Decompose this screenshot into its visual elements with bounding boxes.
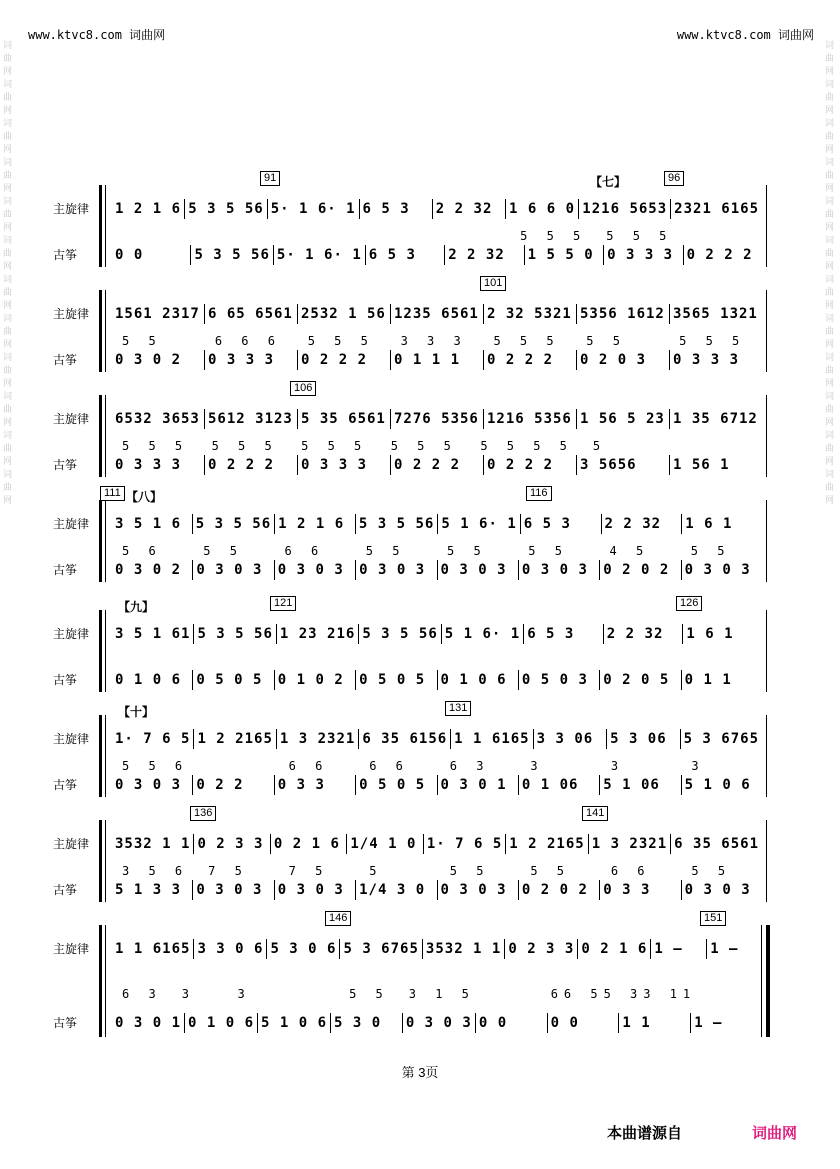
measure: 0 1 0 6 [438, 670, 519, 690]
measure: 1561 2317 [112, 304, 205, 324]
upper-note-group [192, 229, 272, 243]
upper-note-group [437, 654, 518, 668]
upper-note-group: 5 5 [365, 544, 406, 558]
upper-note-group [356, 654, 437, 668]
measure: 5 3 5 56 [191, 245, 273, 265]
measure: 1/4 3 0 [356, 880, 437, 900]
guzheng-staff [50, 670, 770, 690]
measure: 0 5 0 5 [193, 670, 274, 690]
upper-note-group: 3 5 6 [122, 864, 189, 878]
measure: 5 3 06 [607, 729, 680, 749]
section-marker: 【七】 [590, 175, 627, 189]
measure-number: 116 [526, 486, 552, 501]
measure: 0 0 [476, 1013, 548, 1033]
guzheng-label: 古筝 [53, 353, 78, 367]
measure: 0 3 0 3 [438, 880, 519, 900]
measure: 1 1 6165 [112, 939, 194, 959]
upper-note-group: 5 5 [530, 864, 570, 878]
section-marker: 【九】 [118, 600, 155, 614]
upper-note-group: 3 [610, 759, 625, 773]
measure: 0 2 2 [193, 775, 274, 795]
melody-staff [50, 304, 770, 324]
measure: 1 23 216 [277, 624, 359, 644]
measure: 0 2 2 2 [391, 455, 484, 475]
guzheng-upper-notes [112, 987, 762, 1001]
measure: 0 2 2 2 [205, 455, 298, 475]
measure: 0 3 0 3 [684, 882, 751, 898]
measure: 1 6 1 [686, 626, 734, 642]
measure: 0 2 2 2 [484, 455, 577, 475]
measure-number: 126 [676, 596, 702, 611]
measure: 0 1 0 6 [112, 670, 193, 690]
measure: 6 5 3 [360, 199, 433, 219]
section-marker: 【八】 [126, 490, 163, 504]
guzheng-upper-notes [112, 759, 762, 773]
measure: 3 3 06 [534, 729, 607, 749]
upper-note-group: 5 5 [586, 334, 626, 348]
upper-note-group: 6 6 6 [214, 334, 281, 348]
measure: 1 3 2321 [277, 729, 359, 749]
melody-notes [112, 409, 762, 429]
upper-note-group [193, 654, 274, 668]
measure: 1 – [694, 1015, 723, 1031]
measure: 0 1 0 6 [185, 1013, 258, 1033]
upper-note-group: 6 3 [122, 987, 162, 1001]
measure: 0 2 2 2 [484, 350, 577, 370]
measure: 0 3 3 3 [112, 455, 205, 475]
measure: 6532 3653 [112, 409, 205, 429]
measure: 0 3 3 3 [673, 352, 740, 368]
measure: 6 5 3 [521, 514, 602, 534]
measure: 0 3 0 3 [275, 560, 356, 580]
measure: 5 3 5 56 [194, 624, 276, 644]
measure-number: 101 [480, 276, 506, 291]
measure: 0 1 0 2 [275, 670, 356, 690]
measure: 2 2 32 [445, 245, 524, 265]
measure: 2 2 32 [602, 514, 683, 534]
upper-note-group [112, 654, 193, 668]
upper-note-group: 6 6 [610, 864, 651, 878]
measure: 0 2 1 6 [271, 834, 347, 854]
measure: 6 5 3 [366, 245, 445, 265]
measure: 0 3 0 3 [275, 880, 356, 900]
measure: 0 2 3 3 [194, 834, 270, 854]
score-system [50, 912, 770, 1037]
melody-label: 主旋律 [53, 732, 90, 746]
measure: 1 35 6712 [673, 411, 758, 427]
measure: 1 – [651, 939, 707, 959]
measure: 0 5 0 3 [519, 670, 600, 690]
guzheng-upper-notes [112, 544, 762, 558]
melody-staff [50, 199, 770, 219]
measure: 0 2 1 6 [578, 939, 651, 959]
upper-note-group: 3 [691, 759, 705, 773]
measure: 0 0 [112, 245, 191, 265]
melody-label: 主旋律 [53, 942, 90, 956]
measure: 1 2 2165 [506, 834, 588, 854]
measure: 1 1 6165 [451, 729, 533, 749]
measure: 0 5 0 5 [356, 775, 437, 795]
melody-label: 主旋律 [53, 627, 90, 641]
measure: 1 3 2321 [589, 834, 671, 854]
upper-note-group: 5 5 5 [301, 439, 368, 453]
measure: 5 3 5 56 [185, 199, 267, 219]
measure: 5 3 0 6 [267, 939, 340, 959]
upper-note-group: 5 5 [447, 544, 487, 558]
measure: 1216 5653 [579, 199, 671, 219]
upper-note-group [431, 229, 511, 243]
guzheng-notes [112, 350, 762, 370]
score-system [50, 702, 770, 797]
measure: 1 2 2165 [194, 729, 276, 749]
measure: 5 3 5 56 [193, 514, 275, 534]
melody-label: 主旋律 [53, 307, 90, 321]
measure: 0 3 0 3 [356, 560, 437, 580]
measure: 2 32 5321 [484, 304, 577, 324]
upper-note-group: 5 5 [528, 544, 568, 558]
measure: 2321 6165 [674, 201, 760, 217]
measure: 1/4 1 0 [347, 834, 423, 854]
measure: 5 3 6765 [683, 731, 760, 747]
upper-note-group [198, 759, 279, 773]
guzheng-label: 古筝 [53, 248, 78, 262]
measure: 0 2 2 2 [686, 247, 753, 263]
upper-note-group [682, 229, 762, 243]
measure-number: 96 [664, 171, 684, 186]
measure: 0 1 1 1 [391, 350, 484, 370]
measure: 3532 1 1 [423, 939, 505, 959]
measure: 2 2 32 [433, 199, 506, 219]
guzheng-upper-notes [112, 654, 762, 668]
guzheng-label: 古筝 [53, 563, 78, 577]
measure: 5 1 06 [600, 775, 681, 795]
guzheng-upper-notes [112, 334, 762, 348]
upper-note-group: 6 6 [284, 544, 325, 558]
guzheng-label: 古筝 [53, 778, 78, 792]
measure: 1· 7 6 5 [424, 834, 506, 854]
measure: 6 35 6561 [674, 836, 760, 852]
melody-notes [112, 514, 762, 534]
upper-note-group [706, 987, 762, 1001]
measure-number: 151 [700, 911, 726, 926]
measure: 0 2 0 5 [600, 670, 681, 690]
upper-note-group: 3 [181, 987, 195, 1001]
upper-note-group: 7 5 [288, 864, 329, 878]
measure-number: 141 [582, 806, 608, 821]
upper-note-group [275, 654, 356, 668]
melody-notes [112, 199, 762, 219]
measure: 0 2 0 3 [577, 350, 670, 370]
upper-note-group [518, 654, 599, 668]
measure-number: 106 [290, 381, 316, 396]
measure: 1 2 1 6 [112, 199, 185, 219]
guzheng-upper-notes [112, 864, 762, 878]
melody-staff [50, 409, 770, 429]
upper-note-group: 5 5 [690, 544, 731, 558]
measure: 6 35 6156 [359, 729, 451, 749]
melody-notes [112, 304, 762, 324]
measure: 0 3 0 1 [438, 775, 519, 795]
measure: 0 5 0 5 [356, 670, 437, 690]
score-system [50, 597, 770, 692]
measure: 0 3 0 2 [112, 560, 193, 580]
guzheng-notes [112, 1013, 762, 1033]
upper-note-group [271, 229, 351, 243]
upper-note-group [112, 229, 192, 243]
guzheng-staff [50, 245, 770, 265]
upper-note-group: 3 3 3 [400, 334, 467, 348]
measure: 0 2 0 2 [519, 880, 600, 900]
measure: 0 3 0 3 [438, 560, 519, 580]
measure: 0 3 3 3 [205, 350, 298, 370]
upper-note-group: 5 5 [449, 864, 490, 878]
upper-note-group [283, 987, 339, 1001]
measure: 5 35 6561 [298, 409, 391, 429]
measure: 1 – [710, 941, 739, 957]
guzheng-upper-notes [112, 439, 762, 453]
upper-note-group [672, 439, 762, 453]
measure: 1· 7 6 5 [112, 729, 194, 749]
measure: 5 1 3 3 [112, 880, 193, 900]
measure: 5· 1 6· 1 [268, 199, 360, 219]
measure: 0 3 0 3 [684, 562, 751, 578]
upper-note-group: 5 [369, 864, 383, 878]
measure: 0 3 0 3 [519, 560, 600, 580]
guzheng-label: 古筝 [53, 883, 78, 897]
measure-number: 131 [445, 701, 471, 716]
measure: 3 5 1 61 [112, 624, 194, 644]
upper-note-group: 6 3 [449, 759, 490, 773]
measure: 0 3 0 2 [112, 350, 205, 370]
melody-staff [50, 514, 770, 534]
guzheng-staff [50, 560, 770, 580]
measure: 0 3 3 [600, 880, 681, 900]
upper-note-group: 5 5 5 [606, 229, 673, 243]
score-system [50, 487, 770, 582]
melody-notes [112, 729, 762, 749]
measure: 1 2 1 6 [275, 514, 356, 534]
measure: 1216 5356 [484, 409, 577, 429]
upper-note-group: 5 6 [122, 544, 162, 558]
measure: 1 5 5 0 [525, 245, 604, 265]
upper-note-group: 5 5 5 [211, 439, 278, 453]
measure: 5 1 0 6 [684, 777, 751, 793]
measure: 0 1 1 [684, 672, 732, 688]
measure: 6 65 6561 [205, 304, 298, 324]
upper-note-group [681, 654, 762, 668]
measure-number: 91 [260, 171, 280, 186]
measure: 1 6 1 [685, 516, 733, 532]
upper-note-group: 5 5 6 [122, 759, 189, 773]
guzheng-notes [112, 245, 762, 265]
measure-number: 146 [325, 911, 351, 926]
guzheng-staff [50, 880, 770, 900]
measure: 3 5656 [577, 455, 670, 475]
upper-note-group: 3 [530, 759, 544, 773]
score-system [50, 277, 770, 372]
melody-notes [112, 624, 762, 644]
upper-note-group: 5 5 [349, 987, 389, 1001]
guzheng-label: 古筝 [53, 673, 78, 687]
measure: 0 0 [548, 1013, 620, 1033]
measure: 3532 1 1 [112, 834, 194, 854]
upper-note-group: 5 5 5 [679, 334, 746, 348]
section-marker: 【十】 [118, 705, 155, 719]
page-number: 第 3页 [401, 1065, 439, 1080]
melody-staff [50, 624, 770, 644]
upper-note-group: 6 6 [288, 759, 329, 773]
measure: 5 3 0 [331, 1013, 403, 1033]
upper-note-group [485, 987, 541, 1001]
measure: 2532 1 56 [298, 304, 391, 324]
measure: 5 3 6765 [340, 939, 422, 959]
measure: 5 1 6· 1 [442, 624, 524, 644]
measure: 1 56 5 23 [577, 409, 670, 429]
melody-staff [50, 834, 770, 854]
measure: 5612 3123 [205, 409, 298, 429]
upper-note-group: 7 5 [208, 864, 248, 878]
upper-note-group: 5 5 5 5 [480, 439, 573, 453]
upper-note-group: 4 5 [609, 544, 650, 558]
measure: 3 5 1 6 [112, 514, 193, 534]
measure: 5· 1 6· 1 [274, 245, 366, 265]
upper-note-group: 5 5 5 [307, 334, 374, 348]
guzheng-notes [112, 880, 762, 900]
melody-notes [112, 834, 762, 854]
measure: 5 1 0 6 [258, 1013, 331, 1033]
upper-note-group: 66 55 33 11 [550, 987, 697, 1001]
source-label: 本曲谱源自 [607, 1125, 683, 1142]
upper-note-group [351, 229, 431, 243]
upper-note-group: 3 1 5 [408, 987, 475, 1001]
upper-note-group: 6 6 [369, 759, 409, 773]
measure: 0 3 0 3 [112, 775, 193, 795]
guzheng-label: 古筝 [53, 1016, 78, 1030]
guzheng-label: 古筝 [53, 458, 78, 472]
measure: 3 3 0 6 [194, 939, 267, 959]
measure: 0 2 0 2 [600, 560, 681, 580]
measure: 1235 6561 [391, 304, 484, 324]
measure: 5 3 5 56 [356, 514, 438, 534]
measure-number: 111 [100, 486, 125, 501]
melody-staff [50, 939, 770, 959]
measure: 2 2 32 [604, 624, 684, 644]
melody-label: 主旋律 [53, 412, 90, 426]
measure-number: 136 [190, 806, 216, 821]
measure: 5356 1612 [577, 304, 670, 324]
measure: 0 3 3 3 [604, 245, 683, 265]
measure: 0 3 0 1 [112, 1013, 185, 1033]
right-side-watermark: 词曲网词曲网词曲网词曲网词曲网词曲网词曲网词曲网词曲网词曲网词曲网词曲网 [825, 41, 835, 506]
upper-note-group: 5 5 [122, 334, 162, 348]
measure: 1 6 6 0 [506, 199, 579, 219]
guzheng-notes [112, 670, 762, 690]
melody-staff [50, 729, 770, 749]
guzheng-staff [50, 350, 770, 370]
measure: 0 2 2 2 [298, 350, 391, 370]
measure: 0 3 3 [275, 775, 356, 795]
measure: 0 3 0 3 [193, 880, 274, 900]
melody-label: 主旋律 [53, 202, 90, 216]
measure: 5 3 5 56 [359, 624, 441, 644]
measure: 1 1 [619, 1013, 691, 1033]
score-system [50, 382, 770, 477]
guzheng-staff [50, 775, 770, 795]
guzheng-notes [112, 455, 762, 475]
guzheng-staff [50, 455, 770, 475]
measure: 6 5 3 [524, 624, 604, 644]
upper-note-group: 5 [592, 439, 607, 453]
header-right-site: www.ktvc8.com 词曲网 [676, 28, 814, 42]
upper-note-group: 5 5 5 [390, 439, 457, 453]
measure: 0 1 06 [519, 775, 600, 795]
measure: 0 3 0 3 [193, 560, 274, 580]
measure-number: 121 [270, 596, 296, 611]
measure: 0 2 3 3 [505, 939, 578, 959]
header-left-site: www.ktvc8.com 词曲网 [28, 28, 166, 42]
upper-note-group: 5 5 5 [520, 229, 587, 243]
measure: 5 1 6· 1 [438, 514, 520, 534]
measure: 1 56 1 [673, 457, 730, 473]
melody-notes [112, 939, 762, 959]
measure: 0 3 0 3 [403, 1013, 476, 1033]
measure: 7276 5356 [391, 409, 484, 429]
guzheng-notes [112, 775, 762, 795]
upper-note-group [600, 654, 681, 668]
upper-note-group: 5 5 5 [493, 334, 560, 348]
brand-label: 词曲网 [752, 1125, 798, 1142]
guzheng-notes [112, 560, 762, 580]
melody-label: 主旋律 [53, 517, 90, 531]
guzheng-staff [50, 1013, 770, 1033]
left-side-watermark: 词曲网词曲网词曲网词曲网词曲网词曲网词曲网词曲网词曲网词曲网词曲网词曲网 [3, 41, 13, 506]
upper-note-group: 5 5 [691, 864, 732, 878]
measure: 3565 1321 [673, 306, 758, 322]
upper-note-group: 3 [237, 987, 251, 1001]
upper-note-group: 5 5 5 [122, 439, 189, 453]
melody-label: 主旋律 [53, 837, 90, 851]
score-system [50, 807, 770, 902]
score-system [50, 172, 770, 267]
guzheng-upper-notes [112, 229, 762, 243]
measure: 0 3 3 3 [298, 455, 391, 475]
upper-note-group: 5 5 [203, 544, 243, 558]
